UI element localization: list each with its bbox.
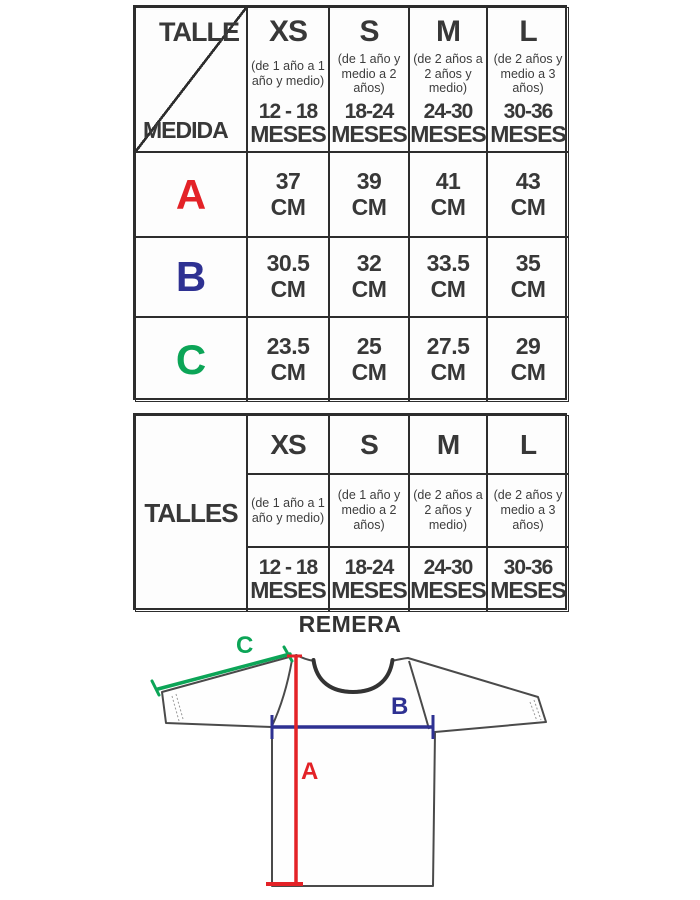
- measure-row-label-b: B: [135, 237, 247, 317]
- months-range: 18-24 MESES: [331, 99, 407, 147]
- age2-s: (de 1 año y medio a 2 años): [329, 474, 409, 547]
- age2-l: (de 2 años y medio a 3 años): [487, 474, 569, 547]
- measure-row-label-c: C: [135, 317, 247, 402]
- size-name: M: [436, 15, 460, 48]
- size2-m: M: [409, 415, 487, 474]
- months2-m: 24-30 MESES: [409, 547, 487, 612]
- diagram-label-a: A: [301, 758, 319, 785]
- corner-header-cell: [135, 7, 247, 152]
- value-c-l: 29 CM: [487, 317, 569, 402]
- tshirt-outline: [162, 655, 546, 886]
- age-range: (de 2 años y medio a 3 años): [493, 51, 563, 96]
- measure-row-label-a: A: [135, 152, 247, 237]
- value-c-s: 25 CM: [329, 317, 409, 402]
- age-range: (de 1 año a 1 año y medio): [251, 59, 325, 88]
- size2-s: S: [329, 415, 409, 474]
- months2-xs: 12 - 18 MESES: [247, 547, 329, 612]
- value-a-m: 41 CM: [409, 152, 487, 237]
- months2-s: 18-24 MESES: [329, 547, 409, 612]
- value-c-m: 27.5 CM: [409, 317, 487, 402]
- age-range: (de 1 año y medio a 2 años): [337, 51, 401, 96]
- diagram-label-c: C: [236, 632, 254, 659]
- size-name: L: [519, 15, 537, 48]
- measurements-table: [133, 5, 567, 400]
- age2-m: (de 2 años a 2 años y medio): [409, 474, 487, 547]
- value-a-l: 43 CM: [487, 152, 569, 237]
- months-range: 12 - 18 MESES: [250, 99, 326, 147]
- size-header-xs: [247, 7, 329, 152]
- diagram-label-b: B: [391, 693, 409, 720]
- size-header-s: [329, 7, 409, 152]
- corner-medida-label: MEDIDA: [143, 117, 228, 143]
- value-b-m: 33.5 CM: [409, 237, 487, 317]
- talles-row-label: TALLES: [135, 415, 247, 612]
- tshirt-diagram: [140, 630, 570, 900]
- size-name: XS: [268, 15, 308, 48]
- diagram-title: REMERA: [298, 611, 402, 637]
- size2-xs: XS: [247, 415, 329, 474]
- value-b-xs: 30.5 CM: [247, 237, 329, 317]
- corner-talle-label: TALLE: [159, 17, 239, 47]
- months2-l: 30-36 MESES: [487, 547, 569, 612]
- months-range: 30-36 MESES: [490, 99, 566, 147]
- value-a-xs: 37 CM: [247, 152, 329, 237]
- size2-l: L: [487, 415, 569, 474]
- value-a-s: 39 CM: [329, 152, 409, 237]
- size-header-l: [487, 7, 569, 152]
- months-range: 24-30 MESES: [410, 99, 486, 147]
- age-range: (de 2 años a 2 años y medio): [413, 51, 483, 96]
- age2-xs: (de 1 año a 1 año y medio): [247, 474, 329, 547]
- value-b-s: 32 CM: [329, 237, 409, 317]
- size-header-m: [409, 7, 487, 152]
- value-c-xs: 23.5 CM: [247, 317, 329, 402]
- value-b-l: 35 CM: [487, 237, 569, 317]
- sizes-table: [133, 413, 567, 610]
- size-name: S: [359, 15, 379, 48]
